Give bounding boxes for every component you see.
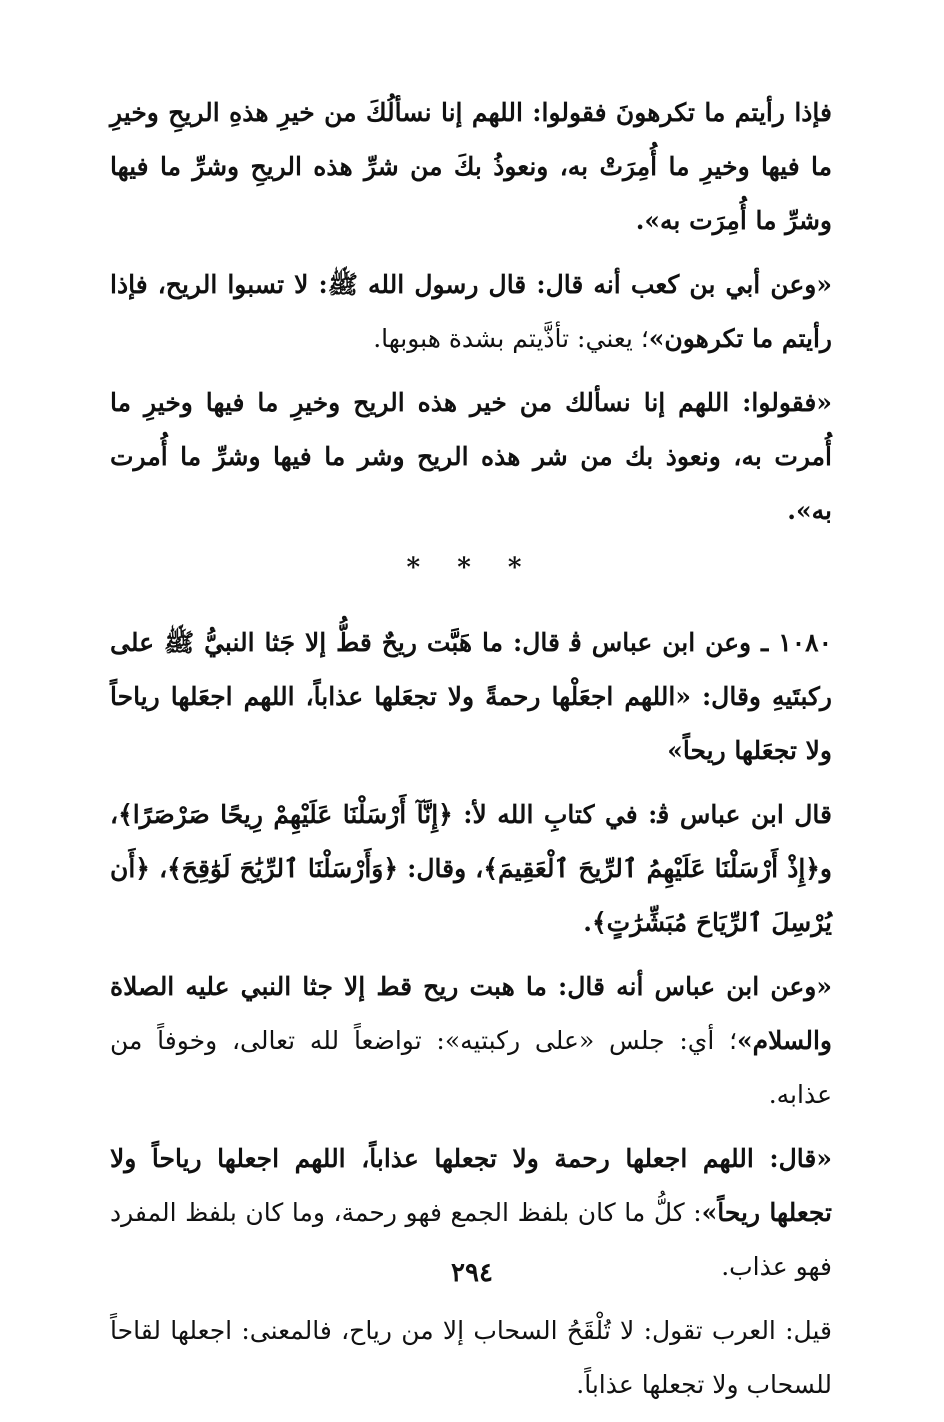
paragraph-6 [110,960,832,1122]
commentary-text: ؛ أي: جلس «على ركبتيه»: تواضعاً لله تعالى، وخوفاً من عذابه. [110,1026,832,1109]
paragraph-2 [110,258,832,366]
section-separator: * * * [406,553,536,583]
paragraph-8: قيل: العرب تقول: لا تُلْقَحُ السحاب إلا من رياح، فالمعنى: اجعلها لقاحاً للسحاب ولا تجعلها عذاباً. [110,1316,832,1399]
hadith-quote: «وعن ابن عباس أنه قال: ما هبت ريح قط إلا جثا النبي عليه الصلاة والسلام» [110,972,832,1055]
page-number: ٢٩٤ [451,1258,493,1288]
commentary-text: : كلُّ ما كان بلفظ الجمع فهو رحمة، وما كان بلفظ المفرد فهو عذاب. [110,1198,832,1281]
paragraph-1: فإذا رأيتم ما تكرهونَ فقولوا: اللهم إنا نسألُكَ من خيرِ هذهِ الريحِ وخيرِ ما فيها وخيرِ ما أُمِرَتْ به، ونعوذُ بكَ من شرِّ هذه الريحِ وشرِّ ما فيها وشرِّ ما أُمِرَت به». [110,98,832,235]
commentary-text: ؛ يعني: تأذَّيتم بشدة هبوبها. [373,324,649,353]
hadith-quote: «قال: اللهم اجعلها رحمة ولا تجعلها عذاباً، اللهم اجعلها رياحاً ولا تجعلها ريحاً» [110,1144,832,1227]
page-body [110,86,832,1422]
hadith-quote: «وعن أبي بن كعب أنه قال: قال رسول الله ﷺ: لا تسبوا الريح، فإذا رأيتم ما تكرهون» [110,270,832,353]
hadith-1080: ١٠٨٠ ـ وعن ابن عباس ﭬ قال: ما هَبَّت ريحٌ قطُّ إلا جَثا النبيُّ ﷺ على ركبتَيهِ وقال: «اللهم اجعَلْها رحمةً ولا تجعَلها عذاباً، اللهم اجعَلها رياحاً ولا تجعَلها ريحاً» [110,628,832,765]
paragraph-3: «فقولوا: اللهم إنا نسألك من خير هذه الريح وخيرِ ما فيها وخيرِ ما أُمرت به، ونعوذ بك من شر هذه الريح وشر ما فيها وشرِّ ما أُمرت به». [110,388,832,525]
paragraph-quran-verses: قال ابن عباس ﭬ: في كتابِ الله ﻷ: ﴿إِنَّآ أَرْسَلْنَا عَلَيْهِمْ رِيحًا صَرْصَرًا﴾، و﴿إِذْ أَرْسَلْنَا عَلَيْهِمُ ٱلرِّيحَ ٱلْعَقِيمَ﴾، وقال: ﴿وَأَرْسَلْنَا ٱلرِّيَٰحَ لَوَٰقِحَ﴾، ﴿أَن يُرْسِلَ ٱلرِّيَاحَ مُبَشِّرَٰتٍ﴾. [110,800,832,937]
